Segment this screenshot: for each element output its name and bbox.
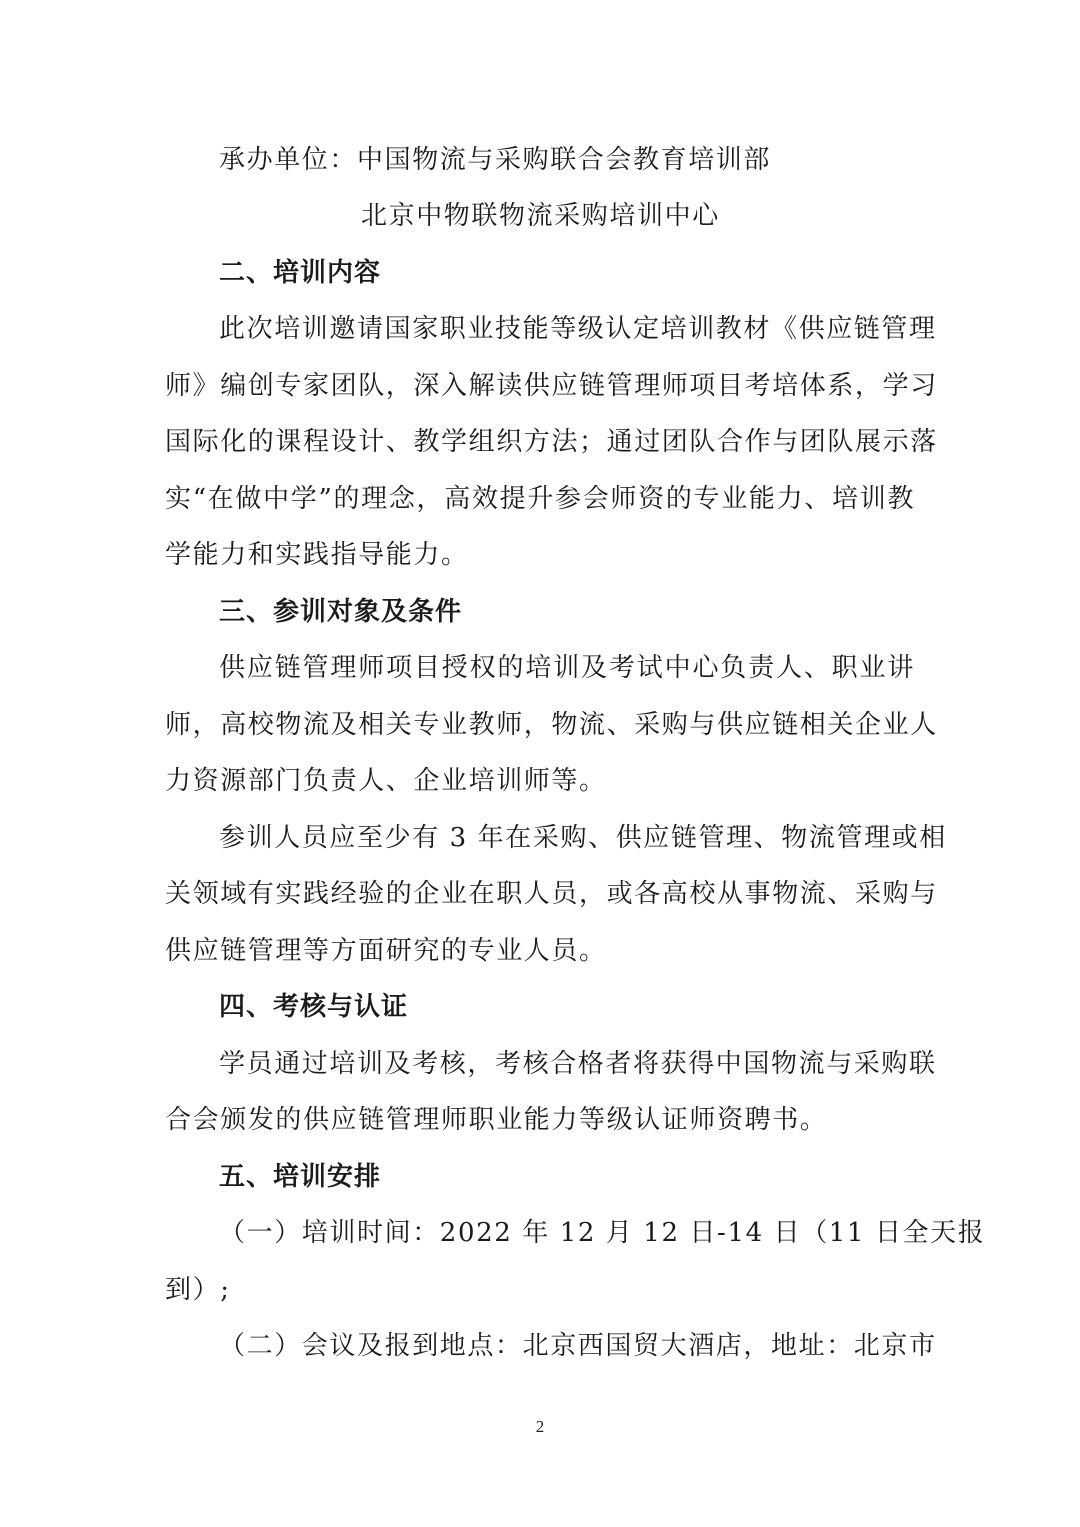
section-2-line-3: 国际化的课程设计、教学组织方法；通过团队合作与团队展示落 [165, 427, 938, 457]
section-4-line-1: 学员通过培训及考核，考核合格者将获得中国物流与采购联 [219, 1049, 937, 1079]
section-3-para-2-line-1: 参训人员应至少有 3 年在采购、供应链管理、物流管理或相 [219, 823, 947, 853]
section-5-item-2-line-1: （二）会议及报到地点：北京西国贸大酒店，地址：北京市 [219, 1331, 937, 1361]
section-3-para-2-line-2: 关领域有实践经验的企业在职人员，或各高校从事物流、采购与 [165, 879, 938, 909]
section-2-line-1: 此次培训邀请国家职业技能等级认定培训教材《供应链管理 [219, 314, 937, 344]
section-3-para-2-line-3: 供应链管理等方面研究的专业人员。 [165, 936, 607, 966]
section-5-item-1-line-1: （一）培训时间：2022 年 12 月 12 日-14 日（11 日全天报 [219, 1218, 986, 1248]
section-2-line-4: 实“在做中学”的理念，高效提升参会师资的专业能力、培训教 [165, 484, 915, 514]
section-4-heading: 四、考核与认证 [219, 992, 409, 1022]
section-5-heading: 五、培训安排 [219, 1162, 382, 1192]
organizer-line-2: 北京中物联物流采购培训中心 [361, 201, 720, 231]
section-3-para-1-line-2: 师，高校物流及相关专业教师，物流、采购与供应链相关企业人 [165, 710, 938, 740]
section-3-para-1-line-3: 力资源部门负责人、企业培训师等。 [165, 766, 607, 796]
section-2-line-2: 师》编创专家团队，深入解读供应链管理师项目考培体系，学习 [165, 371, 938, 401]
section-4-line-2: 合会颁发的供应链管理师职业能力等级认证师资聘书。 [165, 1105, 828, 1135]
page-number: 2 [535, 1417, 545, 1436]
section-5-item-1-line-2: 到）; [165, 1275, 231, 1305]
section-2-heading: 二、培训内容 [219, 258, 382, 288]
section-3-heading: 三、参训对象及条件 [219, 597, 463, 627]
section-2-line-5: 学能力和实践指导能力。 [165, 540, 469, 570]
organizer-line-1: 承办单位：中国物流与采购联合会教育培训部 [219, 145, 772, 175]
section-3-para-1-line-1: 供应链管理师项目授权的培训及考试中心负责人、职业讲 [219, 653, 915, 683]
